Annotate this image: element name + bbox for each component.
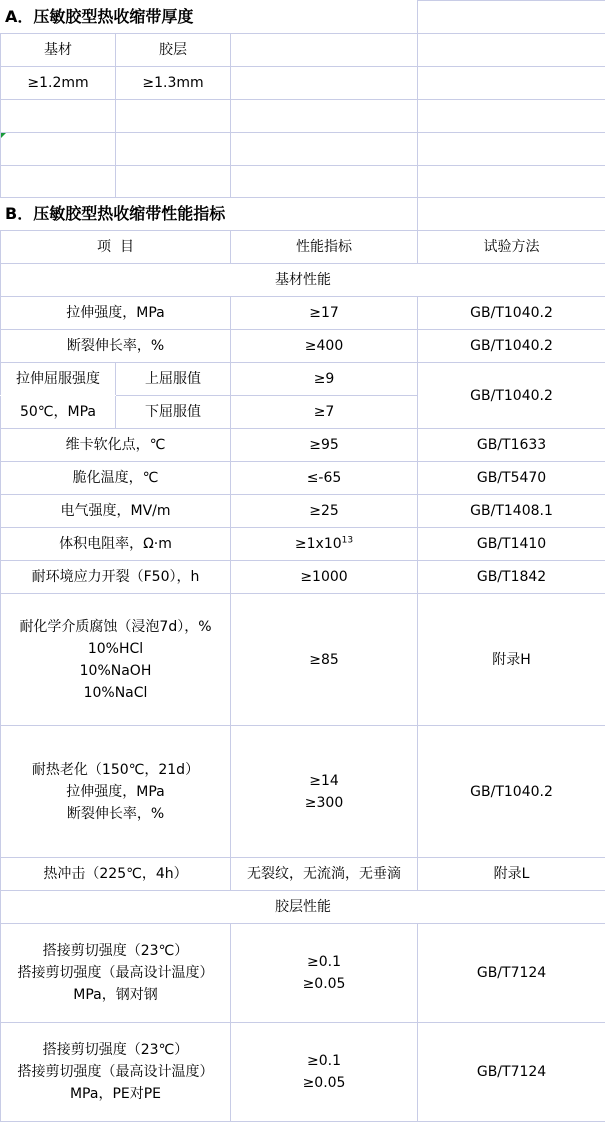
group-row-substrate [1, 264, 605, 297]
empty-cell [116, 133, 231, 166]
thickness-value-row [1, 67, 605, 100]
group-adhesive-label: 胶层性能 [1, 891, 605, 924]
header-item: 项 目 [1, 231, 231, 264]
vicat-value: ≥95 [231, 429, 418, 462]
elongation-value: ≥400 [231, 330, 418, 363]
shear-pe-item [1, 1023, 231, 1122]
section-a-title: A．压敏胶型热收缩带厚度 [1, 1, 418, 34]
resistivity-item: 体积电阻率，Ω·m [1, 528, 231, 561]
shear-pe-value [231, 1023, 418, 1122]
chemical-value: ≥85 [231, 594, 418, 726]
table-row [1, 924, 605, 1023]
escr-item: 耐环境应力开裂（F50），h [1, 561, 231, 594]
electric-item: 电气强度，MV/m [1, 495, 231, 528]
shear-pe-item-line: 搭接剪切强度（最高设计温度） [17, 1064, 214, 1080]
thickness-header-row [1, 34, 605, 67]
resistivity-method: GB/T1410 [418, 528, 605, 561]
table-row [1, 528, 605, 561]
empty-cell [418, 67, 605, 100]
chemical-item-line: 10%HCl [87, 640, 144, 657]
brittle-value: ≤-65 [231, 462, 418, 495]
chemical-method: 附录H [418, 594, 605, 726]
header-substrate: 基材 [1, 34, 116, 67]
table-row [1, 726, 605, 858]
empty-cell [231, 133, 418, 166]
table-row [1, 495, 605, 528]
tensile-strength-value: ≥17 [231, 297, 418, 330]
shear-pe-value-line: ≥0.1 [307, 1053, 342, 1069]
yield-upper-value: ≥9 [231, 363, 418, 396]
chemical-item-line: 10%NaCl [83, 684, 148, 701]
empty-cell [116, 166, 231, 198]
blank-row [1, 133, 605, 166]
vicat-item: 维卡软化点，℃ [1, 429, 231, 462]
aging-value [231, 726, 418, 858]
yield-upper-label: 上屈服值 [116, 363, 231, 396]
resistivity-value [231, 528, 418, 561]
table-row [1, 858, 605, 891]
resistivity-value-base: ≥1x10 [294, 536, 342, 552]
empty-cell [418, 100, 605, 133]
table-row [1, 462, 605, 495]
yield-lower-value: ≥7 [231, 396, 418, 429]
table-row [1, 429, 605, 462]
section-a-title-row [1, 1, 605, 34]
table-row [1, 1023, 605, 1122]
escr-value: ≥1000 [231, 561, 418, 594]
shear-steel-item-line: MPa，钢对钢 [73, 987, 158, 1003]
shear-pe-method: GB/T7124 [418, 1023, 605, 1122]
thermal-shock-item: 热冲击（225℃，4h） [1, 858, 231, 891]
empty-cell [418, 198, 605, 231]
empty-cell [1, 100, 116, 133]
resistivity-value-exponent: 13 [341, 535, 354, 546]
header-adhesive: 胶层 [116, 34, 231, 67]
aging-item-line: 拉伸强度，MPa [66, 783, 165, 800]
substrate-thickness: ≥1.2mm [1, 67, 116, 100]
aging-value-line: ≥300 [304, 794, 344, 811]
blank-row [1, 166, 605, 198]
yield-item-line2: 50℃，MPa [1, 396, 116, 429]
header-method: 试验方法 [418, 231, 605, 264]
table-row [1, 363, 605, 396]
empty-cell [231, 34, 418, 67]
shear-pe-item-line: 搭接剪切强度（23℃） [42, 1042, 189, 1058]
vicat-method: GB/T1633 [418, 429, 605, 462]
yield-lower-label: 下屈服值 [116, 396, 231, 429]
empty-cell [116, 100, 231, 133]
thermal-shock-value: 无裂纹，无流淌，无垂滴 [231, 858, 418, 891]
shear-pe-item-line: MPa，PE对PE [69, 1086, 162, 1102]
electric-value: ≥25 [231, 495, 418, 528]
brittle-method: GB/T5470 [418, 462, 605, 495]
blank-row [1, 100, 605, 133]
chemical-item-line: 10%NaOH [79, 662, 152, 679]
shear-steel-item-line: 搭接剪切强度（23℃） [42, 943, 189, 959]
empty-cell [1, 133, 116, 166]
aging-value-line: ≥14 [309, 772, 339, 789]
shear-steel-method: GB/T7124 [418, 924, 605, 1023]
shear-steel-value-line: ≥0.05 [302, 976, 346, 992]
empty-cell [418, 34, 605, 67]
aging-item-line: 断裂伸长率，% [66, 805, 165, 822]
elongation-item: 断裂伸长率，% [1, 330, 231, 363]
yield-item-line1: 拉伸屈服强度 [1, 363, 116, 396]
shear-steel-item [1, 924, 231, 1023]
tensile-strength-method: GB/T1040.2 [418, 297, 605, 330]
aging-item-line: 耐热老化（150℃，21d） [31, 761, 200, 778]
shear-steel-value-line: ≥0.1 [307, 954, 342, 970]
empty-cell [231, 166, 418, 198]
chemical-item-line: 耐化学介质腐蚀（浸泡7d），% [19, 618, 212, 635]
yield-method: GB/T1040.2 [418, 363, 605, 429]
cell-corner-marker [1, 133, 6, 138]
group-substrate-label: 基材性能 [1, 264, 605, 297]
shear-steel-item-line: 搭接剪切强度（最高设计温度） [17, 965, 214, 981]
spec-header-row [1, 231, 605, 264]
chemical-item [1, 594, 231, 726]
empty-cell [418, 1, 605, 34]
empty-cell [418, 133, 605, 166]
escr-method: GB/T1842 [418, 561, 605, 594]
empty-cell [231, 67, 418, 100]
table-row [1, 330, 605, 363]
section-b-title-row [1, 198, 605, 231]
empty-cell [231, 100, 418, 133]
shear-steel-value [231, 924, 418, 1023]
shear-pe-value-line: ≥0.05 [302, 1075, 346, 1091]
section-b-title: B．压敏胶型热收缩带性能指标 [1, 198, 418, 231]
adhesive-thickness: ≥1.3mm [116, 67, 231, 100]
aging-method: GB/T1040.2 [418, 726, 605, 858]
table-row [1, 297, 605, 330]
thermal-shock-method: 附录L [418, 858, 605, 891]
header-spec: 性能指标 [231, 231, 418, 264]
aging-item [1, 726, 231, 858]
brittle-item: 脆化温度，℃ [1, 462, 231, 495]
group-row-adhesive [1, 891, 605, 924]
table-row [1, 561, 605, 594]
tensile-strength-item: 拉伸强度，MPa [1, 297, 231, 330]
empty-cell [418, 166, 605, 198]
empty-cell [1, 166, 116, 198]
electric-method: GB/T1408.1 [418, 495, 605, 528]
elongation-method: GB/T1040.2 [418, 330, 605, 363]
table-row [1, 594, 605, 726]
